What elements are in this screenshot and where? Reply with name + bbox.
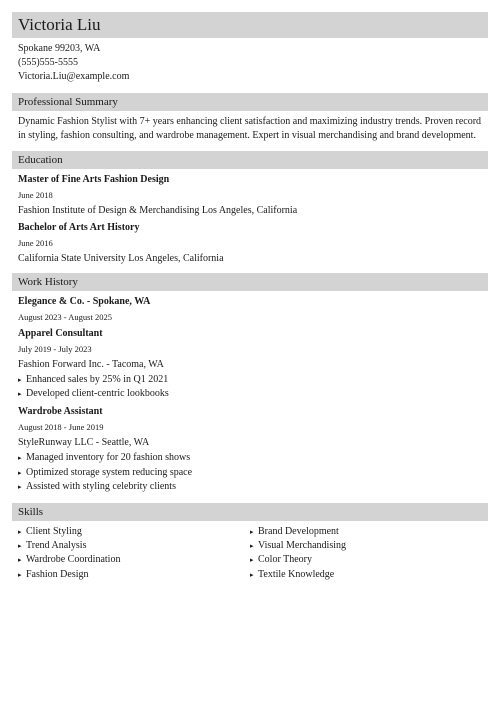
skills-heading	[12, 503, 488, 521]
degree: Bachelor of Arts Art History	[18, 221, 140, 233]
triangle-right-icon: ▸	[18, 454, 22, 463]
skill-item	[18, 525, 250, 539]
job-date: August 2018 - June 2019	[18, 422, 104, 433]
employer-date: August 2023 - August 2025	[18, 311, 112, 322]
skills-bullets-right	[250, 525, 482, 583]
employer: Elegance & Co. - Spokane, WA	[18, 295, 151, 307]
job-company: StyleRunway LLC - Seattle, WA	[18, 437, 150, 449]
skill-text: Wardrobe Coordination	[26, 554, 121, 566]
skill-item	[250, 553, 482, 567]
skill-text: Color Theory	[258, 554, 312, 566]
list-item-text: Enhanced sales by 25% in Q1 2021	[26, 373, 169, 385]
list-item	[18, 387, 482, 401]
education-heading	[12, 151, 488, 169]
skill-text: Fashion Design	[26, 568, 89, 580]
contact-info	[12, 38, 488, 85]
job-company: Fashion Forward Inc. - Tacoma, WA	[18, 358, 164, 370]
work-history-list	[12, 295, 488, 495]
triangle-right-icon: ▸	[18, 390, 22, 399]
list-item-text: Optimized storage system reducing space	[26, 466, 193, 478]
summary-text: Dynamic Fashion Stylist with 7+ years enhancing client satisfaction and maximizing industry trends. Proven record in styling, fashion consulting, and wardrobe management. Expert in visual merchandising and brand development.	[18, 115, 482, 141]
education-entry	[18, 221, 482, 265]
skill-text: Brand Development	[258, 525, 339, 537]
skill-text: Visual Merchandising	[258, 540, 346, 552]
skill-item	[250, 525, 482, 539]
triangle-right-icon: ▸	[18, 483, 22, 492]
work-history-heading-label: Work History	[18, 275, 78, 288]
list-item-text: Developed client-centric lookbooks	[26, 388, 169, 400]
skill-text: Trend Analysis	[26, 540, 87, 552]
skill-text: Textile Knowledge	[258, 568, 335, 580]
triangle-right-icon: ▸	[250, 556, 254, 565]
resume-page	[12, 12, 488, 582]
summary-heading	[12, 93, 488, 111]
education-list	[12, 173, 488, 265]
job-title: Apparel Consultant	[18, 327, 103, 339]
list-item	[18, 466, 482, 480]
job-title: Wardrobe Assistant	[18, 406, 103, 418]
school: California State University Los Angeles, California	[18, 252, 224, 264]
summary-heading-label: Professional Summary	[18, 95, 118, 108]
triangle-right-icon: ▸	[18, 556, 22, 565]
list-item	[18, 451, 482, 465]
skills-heading-label: Skills	[18, 505, 44, 518]
skill-item	[250, 539, 482, 553]
triangle-right-icon: ▸	[18, 542, 22, 551]
degree: Master of Fine Arts Fashion Design	[18, 173, 170, 185]
graduation-date: June 2018	[18, 189, 53, 200]
job-date: July 2019 - July 2023	[18, 343, 92, 354]
skills-column-left	[18, 525, 250, 583]
skill-text: Client Styling	[26, 525, 82, 537]
list-item	[18, 480, 482, 494]
name-header	[12, 12, 488, 38]
skills-bullets-left	[18, 525, 250, 583]
phone: (555)555-5555	[18, 57, 78, 69]
triangle-right-icon: ▸	[250, 570, 254, 579]
candidate-name: Victoria Liu	[18, 15, 101, 34]
email: Victoria.Liu@example.com	[18, 71, 130, 83]
address: Spokane 99203, WA	[18, 43, 101, 54]
school: Fashion Institute of Design & Merchandising Los Angeles, California	[18, 204, 298, 216]
job-entry	[18, 327, 482, 402]
skill-item	[18, 568, 250, 582]
skills-column-right	[250, 525, 482, 583]
skill-item	[18, 539, 250, 553]
list-item-text: Assisted with styling celebrity clients	[26, 481, 176, 493]
graduation-date: June 2016	[18, 237, 53, 248]
work-history-heading	[12, 273, 488, 291]
triangle-right-icon: ▸	[250, 542, 254, 551]
job-bullets	[18, 373, 482, 402]
triangle-right-icon: ▸	[18, 375, 22, 384]
job-entry	[18, 405, 482, 494]
triangle-right-icon: ▸	[18, 468, 22, 477]
skills-list	[12, 521, 488, 583]
triangle-right-icon: ▸	[18, 527, 22, 536]
job-bullets	[18, 451, 482, 494]
education-entry	[18, 173, 482, 217]
triangle-right-icon: ▸	[250, 527, 254, 536]
skill-item	[18, 553, 250, 567]
triangle-right-icon: ▸	[18, 570, 22, 579]
list-item	[18, 373, 482, 387]
list-item-text: Managed inventory for 20 fashion shows	[26, 452, 191, 464]
skill-item	[250, 568, 482, 582]
education-heading-label: Education	[18, 153, 63, 166]
